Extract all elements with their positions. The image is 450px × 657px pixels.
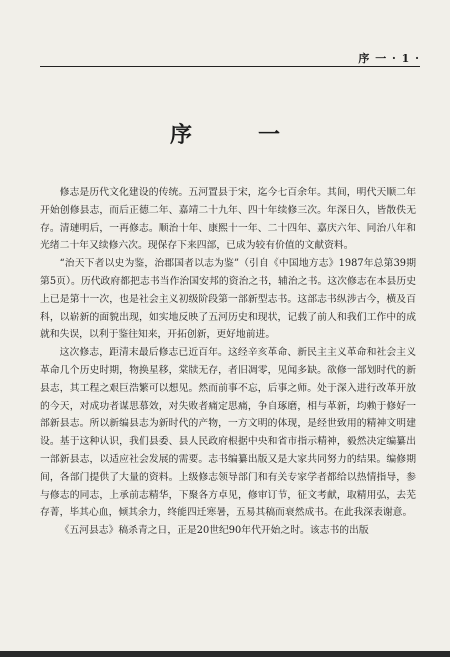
body-text (40, 184, 416, 540)
paragraph-1: 修志是历代文化建设的传统。五河置县于宋，迄今七百余年。其间，明代天顺二年开始创修县志，而后正德二年、嘉靖二十九年、四十年续修三次。年深日久，皆散佚无存。清璉明后，一再修志。顺治十年、康熙十一年、二十四年、嘉庆六年、同治八年和光绪二十年又续修六次。现保存下来四部，已成为较有价值的文献资料。 (40, 187, 416, 252)
paragraph-3: 这次修志，距清末最后修志已近百年。这经辛亥革命、新民主主义革命和社会主义革命几个历史时期，物换星移，棠牍无存，者旧凋零，见闻多缺。欲修一部划时代的新县志，其工程之艰巨浩繁可以想见。然而前事不忘，后事之师。处于深入进行改革开放的今天，对成功者谋思慕效，对失败者痛定思痛，争自琢磨，相与革新，均赖于修好一部新县志。所以新编县志为新时代的产物，一方文明的体现，是经世致用的精神文明建设。基于这种认识，我们县委、县人民政府根据中央和省市指示精神，毅然决定编纂出一部新县志，以适应社会发展的需要。志书编纂出版又是大家共同努力的结果。编修期间，各部门提供了大量的资料。上级修志领导部门和有关专家学者都给以热情指导，参与修志的同志，上承前志精华，下聚各方卓见，修审订节，征文考献，取精用弘，去芜存菁，毕其心血，倾其余力，终能四迁寒暑，五易其稿而衰然成书。在此我深表谢意。 (40, 347, 416, 519)
section-title: 序 一 (169, 122, 302, 148)
header-rule (40, 66, 420, 67)
paragraph-2: “治天下者以史为鉴，治郡国者以志为鉴”（引自《中国地方志》1987年总第39期第5页）。历代政府都把志书当作治国安邦的资治之书，辅治之书。这次修志在本县历史上已是第十一次，也是社会主义初级阶段第一部新型志书。这部志书纵涉古今，横及百科，以崭新的面貌出现，如实地反映了五河历史和现状，记载了前人和我们工作中的成就和失误，以利于鉴往知来，开拓创新，更好地前进。 (40, 258, 416, 341)
paragraph-4: 《五河县志》稿杀青之日，正是20世纪90年代开始之时。该志书的出版 (59, 525, 369, 537)
scan-bottom-edge (0, 651, 450, 657)
running-header: 序 一 · 1 · (358, 52, 420, 65)
